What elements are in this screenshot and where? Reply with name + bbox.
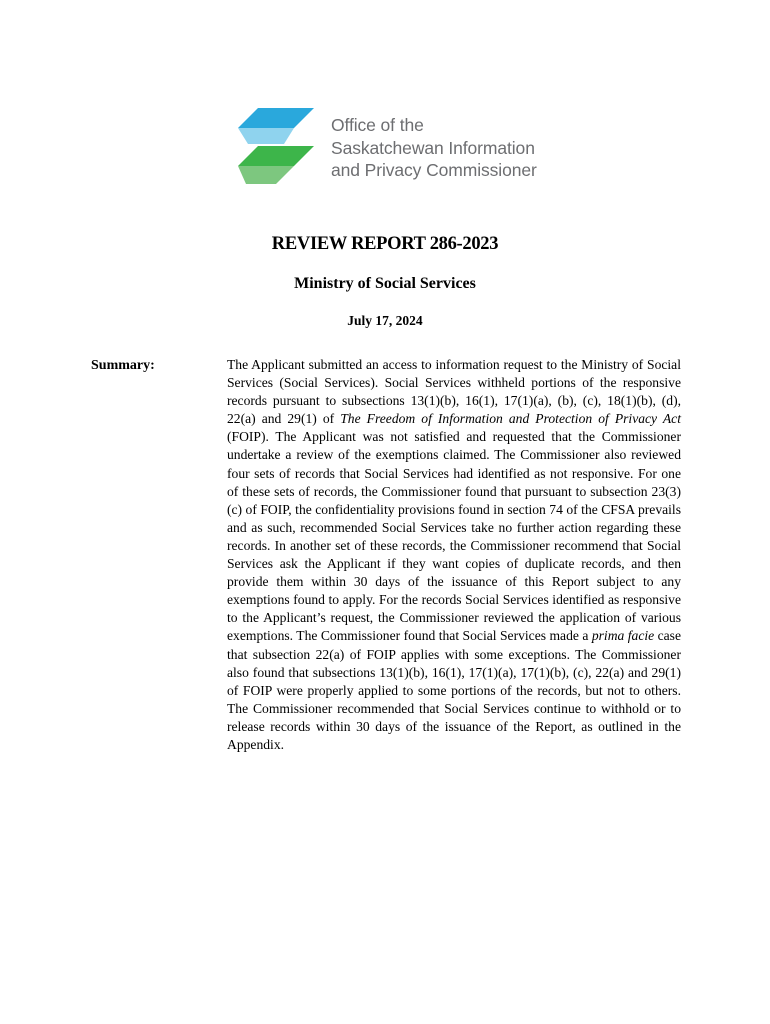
oipc-logo bbox=[236, 106, 536, 188]
report-date: July 17, 2024 bbox=[347, 313, 423, 328]
summary-text-part-1: The Applicant submitted an access to information request to the Ministry of Social Services (Social Services). Social Services withheld portions of the responsive records pursuant to subsections 13(1)(b), 16(1), 17(1)(a), (b), (c), 18(1)(b), (d), 22(a) and 29(1) of bbox=[227, 357, 681, 427]
ministry-name: Ministry of Social Services bbox=[294, 275, 476, 292]
act-name: The Freedom of Information and Protection of Privacy Act bbox=[340, 411, 681, 427]
summary-paragraph bbox=[227, 356, 681, 754]
summary-text-part-3: case that subsection 22(a) of FOIP applies with some exceptions. The Commissioner also found that subsections 13(1)(b), 16(1), 17(1)(a), 17(1)(b), (c), 22(a) and 29(1) of FOIP were properly applied to some portions of the records, but not to others. The Commissioner recommended that Social Services continue to withhold or to release records within 30 days of the issuance of the Report, as outlined in the Appendix. bbox=[227, 628, 682, 752]
summary-label: Summary: bbox=[91, 358, 155, 373]
logo-line-3: and Privacy Commissioner bbox=[331, 160, 537, 180]
logo-line-1: Office of the bbox=[331, 115, 424, 135]
logo-line-2: Saskatchewan Information bbox=[331, 137, 535, 158]
summary-text-part-2: (FOIP). The Applicant was not satisfied and requested that the Commissioner undertake a review of the exemptions claimed. The Commissioner also reviewed four sets of records that Social Services had identified as not responsive. For one of these sets of records, the Commissioner found that pursuant to subsection 23(3)(c) of FOIP, the confidentiality provisions found in section 74 of the CFSA prevails and as such, recommended Social Services take no further action regarding these records. In another set of these records, the Commissioner recommend that Social Services ask the Applicant if they want copies of duplicate records, and then provide them within 30 days of the issuance of this Report subject to any exemptions found to apply. For the records Social Services identified as responsive to the Applicant’s request, the Commissioner reviewed the application of various exemptions. The Commissioner found that Social Services made a bbox=[227, 429, 681, 644]
prima-facie-term: prima facie bbox=[591, 628, 655, 644]
report-title: REVIEW REPORT 286-2023 bbox=[271, 234, 499, 254]
oipc-logo-mark-icon bbox=[236, 106, 316, 186]
logo-text bbox=[331, 114, 537, 182]
